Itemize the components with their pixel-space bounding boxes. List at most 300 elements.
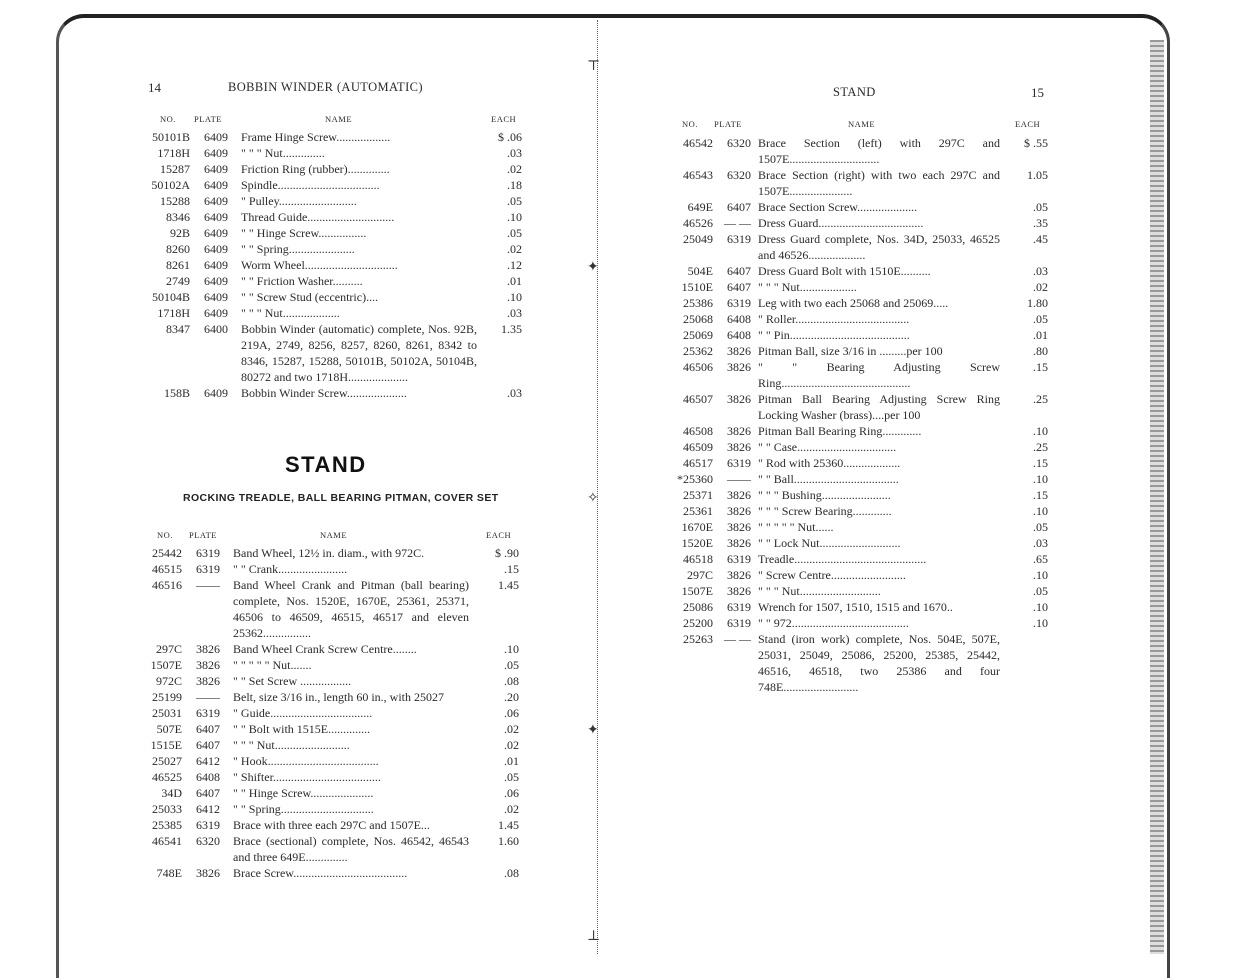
bobbin-parts-list [140,129,522,401]
parts-row [663,215,1048,231]
part-number: 46518 [683,552,713,566]
unit-price: .01 [507,274,522,288]
part-name: " " " " " Nut...... [758,520,834,534]
part-name: " Hook..................................... [233,754,379,768]
parts-row [663,567,1048,583]
plate-number: 6319 [196,818,220,832]
plate-number: 6409 [204,226,228,240]
col-no: NO. [160,114,176,124]
parts-row [132,865,519,881]
part-number: 2749 [166,274,190,288]
unit-price: .03 [1033,264,1048,278]
parts-row [140,241,522,257]
parts-row [663,199,1048,215]
part-name: Brace Screw...................................... [233,866,408,880]
part-number: 8346 [166,210,190,224]
unit-price: .08 [504,674,519,688]
plate-number: 6412 [196,802,220,816]
unit-price: .05 [1033,200,1048,214]
plate-number: 6409 [204,306,228,320]
parts-row [663,263,1048,279]
plate-number: 3826 [727,392,751,406]
unit-price: .15 [504,562,519,576]
plate-number: —— [196,578,220,592]
plate-number: 6409 [204,274,228,288]
part-name: " " " Bushing....................... [758,488,891,502]
part-name: Band Wheel Crank and Pitman (ball bearing) complete, Nos. 1520E, 1670E, 25361, 25371, 46506 to 46509, 46515, 46517 and eleven 25362................ [233,578,469,640]
plate-number: 6407 [196,722,220,736]
unit-price: .06 [504,706,519,720]
column-headers [668,119,1050,131]
parts-row [132,561,519,577]
section-title: STAND [285,452,367,477]
part-name: Pitman Ball Bearing Ring............. [758,424,922,438]
parts-row [663,135,1048,167]
parts-row [132,577,519,641]
plate-number: 3826 [727,360,751,374]
unit-price: .10 [1033,600,1048,614]
plate-number: 3826 [727,568,751,582]
plate-number: 6409 [204,178,228,192]
unit-price: .45 [1033,232,1048,246]
unit-price: .10 [507,290,522,304]
part-number: 50104B [151,290,190,304]
unit-price: .05 [507,194,522,208]
parts-row [132,641,519,657]
plate-number: 6320 [196,834,220,848]
part-number: 46541 [152,834,182,848]
parts-row [663,391,1048,423]
parts-row [132,705,519,721]
parts-row [140,193,522,209]
plate-number: 6407 [727,280,751,294]
plate-number: 6319 [196,546,220,560]
part-number: 46509 [683,440,713,454]
plate-number: 6319 [727,232,751,246]
unit-price: .15 [1033,360,1048,374]
unit-price: .65 [1033,552,1048,566]
parts-row [140,321,522,385]
plate-number: 6409 [204,210,228,224]
plate-number: 6409 [204,258,228,272]
part-name: Band Wheel Crank Screw Centre........ [233,642,417,656]
parts-row [132,801,519,817]
unit-price: .18 [507,178,522,192]
col-name: NAME [325,114,353,124]
parts-row [132,545,519,561]
part-number: 8260 [166,242,190,256]
part-number: 25371 [683,488,713,502]
part-name: Pitman Ball, size 3/16 in .........per 100 [758,344,943,358]
unit-price: .02 [504,722,519,736]
unit-price: $ .06 [498,130,522,144]
parts-row [663,471,1048,487]
part-number: 25200 [683,616,713,630]
parts-row [132,721,519,737]
part-number: 25031 [152,706,182,720]
plate-number: 6319 [196,562,220,576]
plate-number: — — [724,632,751,646]
unit-price: 1.80 [1027,296,1048,310]
part-name: " " " Nut........................... [758,584,881,598]
page-number: 14 [148,80,161,95]
page-number: 15 [1031,85,1044,100]
unit-price: .02 [507,162,522,176]
part-name: " " " Screw Bearing............. [758,504,892,518]
part-name: Belt, size 3/16 in., length 60 in., with 25027 [233,690,444,704]
plate-number: 3826 [727,424,751,438]
part-number: 1507E [150,658,182,672]
part-number: 1718H [157,306,190,320]
plate-number: 6408 [727,312,751,326]
unit-price: .05 [1033,520,1048,534]
unit-price: .05 [504,658,519,672]
plate-number: 6408 [196,770,220,784]
parts-row [663,311,1048,327]
plate-number: 6319 [196,706,220,720]
part-name: " Pulley.......................... [241,194,357,208]
part-number: 25362 [683,344,713,358]
unit-price: .10 [1033,568,1048,582]
col-plate: PLATE [714,119,742,129]
part-number: 649E [687,200,713,214]
parts-row [663,439,1048,455]
parts-row [140,145,522,161]
plate-number: 6412 [196,754,220,768]
part-name: " " " Nut................... [758,280,857,294]
unit-price: .06 [504,786,519,800]
part-number: 25068 [683,312,713,326]
parts-row [132,817,519,833]
part-name: " " " Nut................... [241,306,340,320]
part-number: 46515 [152,562,182,576]
part-number: 46508 [683,424,713,438]
part-number: 748E [156,866,182,880]
unit-price: .03 [507,386,522,400]
plate-number: 3826 [727,536,751,550]
parts-row [132,785,519,801]
parts-row [140,161,522,177]
parts-row [140,305,522,321]
parts-row [663,631,1048,695]
part-number: 46516 [152,578,182,592]
binding-mark: ✦ [587,260,599,275]
part-name: " " Lock Nut........................... [758,536,901,550]
part-name: " " Spring...................... [241,242,355,256]
parts-row [663,599,1048,615]
parts-row [132,833,519,865]
plate-number: 6408 [727,328,751,342]
col-name: NAME [848,119,876,129]
part-number: 8347 [166,322,190,336]
unit-price: .03 [507,306,522,320]
col-name: NAME [320,530,348,540]
part-name: " Screw Centre......................... [758,568,906,582]
part-name: Dress Guard complete, Nos. 34D, 25033, 46525 and 46526................... [758,232,1000,262]
part-name: Treadle............................................ [758,552,927,566]
part-number: 25386 [683,296,713,310]
parts-row [140,209,522,225]
part-number: 25442 [152,546,182,560]
part-name: " Shifter.................................... [233,770,381,784]
part-number: 25385 [152,818,182,832]
unit-price: .25 [1033,440,1048,454]
part-number: 1510E [681,280,713,294]
col-plate: PLATE [194,114,222,124]
parts-row [140,273,522,289]
unit-price: .02 [1033,280,1048,294]
unit-price: .10 [1033,616,1048,630]
parts-row [140,129,522,145]
unit-price: $ .55 [1024,136,1048,150]
plate-number: 6409 [204,162,228,176]
plate-number: 3826 [727,344,751,358]
binding-mark: ⊤ [587,59,601,74]
unit-price: 1.45 [498,818,519,832]
unit-price: .01 [1033,328,1048,342]
plate-number: 3826 [727,520,751,534]
unit-price: .03 [1033,536,1048,550]
part-number: 25199 [152,690,182,704]
part-name: " " " Nut.............. [241,146,325,160]
part-name: Brace Section (right) with two each 297C and 1507E..................... [758,168,1000,198]
part-name: Brace with three each 297C and 1507E... [233,818,430,832]
unit-price: .05 [1033,312,1048,326]
parts-row [663,455,1048,471]
plate-number: 6319 [727,456,751,470]
running-head: STAND [833,85,876,99]
parts-row [663,535,1048,551]
plate-number: 3826 [196,642,220,656]
scan-edge-stripe [1150,40,1164,954]
unit-price: 1.05 [1027,168,1048,182]
part-number: 34D [161,786,182,800]
unit-price: .12 [507,258,522,272]
part-number: 8261 [166,258,190,272]
plate-number: 6409 [204,146,228,160]
unit-price: .02 [504,802,519,816]
plate-number: 6409 [204,194,228,208]
part-number: 1520E [681,536,713,550]
part-number: 46517 [683,456,713,470]
part-number: 46526 [683,216,713,230]
part-name: " " Spring............................... [233,802,374,816]
col-each: EACH [1015,119,1041,129]
col-no: NO. [157,530,173,540]
unit-price: .80 [1033,344,1048,358]
col-plate: PLATE [189,530,217,540]
unit-price: .05 [1033,584,1048,598]
part-name: " " Pin........................................ [758,328,910,342]
parts-row [663,551,1048,567]
unit-price: .01 [504,754,519,768]
parts-row [140,257,522,273]
part-name: Dress Guard Bolt with 1510E.......... [758,264,931,278]
part-name: " " " " " Nut....... [233,658,312,672]
parts-row [132,753,519,769]
plate-number: 3826 [196,674,220,688]
parts-row [663,503,1048,519]
part-name: Brace Section Screw.................... [758,200,918,214]
plate-number: 6407 [727,264,751,278]
part-number: 46542 [683,136,713,150]
plate-number: 6319 [727,600,751,614]
col-each: EACH [491,114,517,124]
parts-row [663,423,1048,439]
binding-mark: ✦ [587,723,599,738]
part-number: 158B [163,386,190,400]
parts-row [140,225,522,241]
unit-price: .20 [504,690,519,704]
plate-number: — — [724,216,751,230]
part-name: Band Wheel, 12½ in. diam., with 972C. [233,546,425,560]
part-number: 1718H [157,146,190,160]
part-name: Frame Hinge Screw.................. [241,130,391,144]
parts-row [140,177,522,193]
plate-number: 6319 [727,552,751,566]
parts-row [132,657,519,673]
part-name: " " 972....................................... [758,616,909,630]
parts-row [663,487,1048,503]
part-number: 46543 [683,168,713,182]
col-no: NO. [682,119,698,129]
parts-row [663,359,1048,391]
part-name: " " Hinge Screw................ [241,226,367,240]
plate-number: —— [727,472,751,486]
unit-price: .35 [1033,216,1048,230]
part-name: Thread Guide............................. [241,210,395,224]
unit-price: .10 [1033,424,1048,438]
parts-row [132,769,519,785]
part-number: 507E [156,722,182,736]
part-name: " " Crank....................... [233,562,348,576]
part-name: " " Hinge Screw..................... [233,786,374,800]
part-name: Worm Wheel............................... [241,258,398,272]
unit-price: $ .90 [495,546,519,560]
part-number: 297C [686,568,713,582]
part-name: Wrench for 1507, 1510, 1515 and 1670.. [758,600,953,614]
plate-number: 3826 [727,504,751,518]
part-number: 46506 [683,360,713,374]
plate-number: 6407 [196,786,220,800]
part-name: Dress Guard................................... [758,216,924,230]
part-name: " Guide.................................. [233,706,373,720]
parts-row [140,289,522,305]
part-number: 1515E [150,738,182,752]
parts-row [140,385,522,401]
plate-number: 6409 [204,242,228,256]
plate-number: 6319 [727,296,751,310]
plate-number: 6320 [727,136,751,150]
plate-number: 3826 [727,488,751,502]
plate-number: 3826 [727,440,751,454]
plate-number: 6409 [204,130,228,144]
part-name: Pitman Ball Bearing Adjusting Screw Ring Locking Washer (brass)....per 100 [758,392,1000,422]
plate-number: —— [196,690,220,704]
part-number: 46525 [152,770,182,784]
part-name: " " Bolt with 1515E.............. [233,722,371,736]
unit-price: .03 [507,146,522,160]
part-name: " " Case................................. [758,440,897,454]
part-number: *25360 [677,472,713,486]
part-name: " Rod with 25360................... [758,456,901,470]
part-number: 25263 [683,632,713,646]
plate-number: 3826 [196,658,220,672]
parts-row [663,583,1048,599]
parts-row [132,673,519,689]
plate-number: 6319 [727,616,751,630]
unit-price: 1.45 [498,578,519,592]
plate-number: 3826 [727,584,751,598]
part-name: Brace (sectional) complete, Nos. 46542, 46543 and three 649E.............. [233,834,469,864]
unit-price: .08 [504,866,519,880]
parts-row [132,689,519,705]
part-name: " Roller...................................... [758,312,910,326]
unit-price: .10 [504,642,519,656]
parts-row [663,343,1048,359]
plate-number: 6407 [727,200,751,214]
plate-number: 6320 [727,168,751,182]
parts-row [663,327,1048,343]
unit-price: .15 [1033,456,1048,470]
part-name: " " Friction Washer.......... [241,274,363,288]
unit-price: .02 [507,242,522,256]
part-name: " " " Nut......................... [233,738,350,752]
part-number: 50102A [151,178,190,192]
part-name: Friction Ring (rubber).............. [241,162,390,176]
part-name: " " Ball................................... [758,472,899,486]
part-number: 25049 [683,232,713,246]
part-number: 92B [169,226,190,240]
part-number: 504E [687,264,713,278]
plate-number: 3826 [196,866,220,880]
part-number: 25027 [152,754,182,768]
part-number: 15287 [160,162,190,176]
part-number: 25361 [683,504,713,518]
binding-gutter [597,20,599,954]
plate-number: 6409 [204,386,228,400]
part-number: 15288 [160,194,190,208]
parts-row [663,279,1048,295]
part-name: " " Set Screw ................. [233,674,352,688]
binding-mark: ✧ [587,491,599,506]
column-headers [140,114,522,126]
parts-row [663,167,1048,199]
unit-price: .02 [504,738,519,752]
unit-price: .10 [1033,472,1048,486]
part-number: 297C [155,642,182,656]
unit-price: 1.60 [498,834,519,848]
part-name: Brace Section (left) with 297C and 1507E.............................. [758,136,1000,166]
part-number: 50101B [151,130,190,144]
parts-row [663,615,1048,631]
column-headers [140,530,522,542]
part-name: " " Screw Stud (eccentric).... [241,290,379,304]
part-number: 1507E [681,584,713,598]
part-number: 25086 [683,600,713,614]
unit-price: .05 [504,770,519,784]
running-head: BOBBIN WINDER (AUTOMATIC) [228,80,423,94]
unit-price: .10 [1033,504,1048,518]
part-name: Spindle.................................. [241,178,380,192]
parts-row [663,295,1048,311]
parts-row [132,737,519,753]
binding-mark: ⊥ [587,929,601,944]
parts-row [663,519,1048,535]
stand-parts-list [132,545,519,881]
part-number: 25033 [152,802,182,816]
plate-number: 6407 [196,738,220,752]
